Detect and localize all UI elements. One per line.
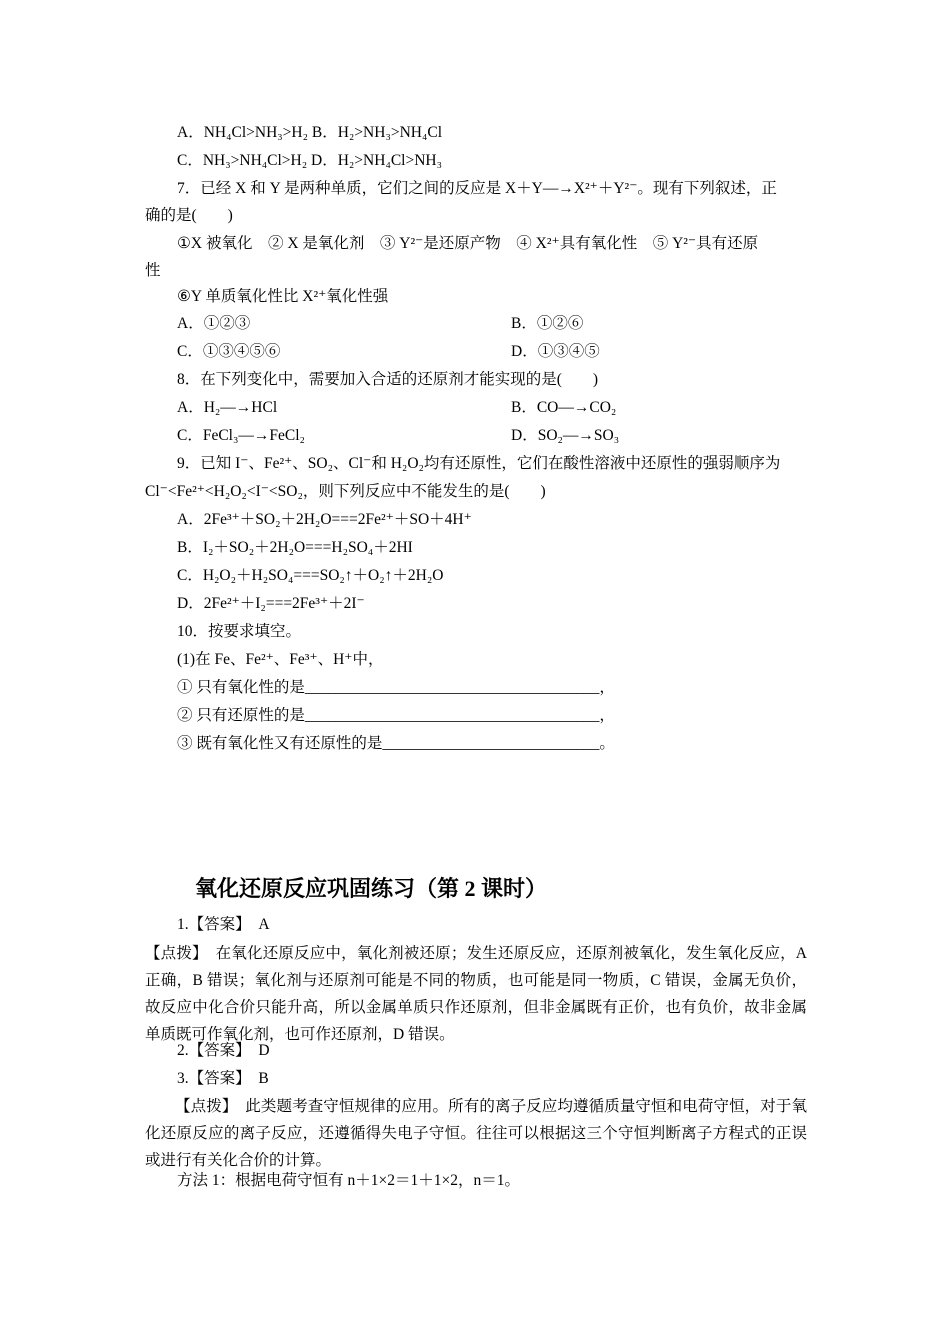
answer-1-hint: 【点拨】 在氧化还原反应中，氧化剂被还原；发生还原反应，还原剂被氧化，发生氧化反应，A 正确，B 错误；氧化剂与还原剂可能是不同的物质，也可能是同一物质，C 错误，金属无负价，故反应中化合价只能升高，所以金属单质只作还原剂，但非金属既有正价，也有负价，故非金属单质既可作氧化剂，也可作还原剂，D 错误。 <box>145 945 807 1043</box>
q9-option-a: A．2Fe³⁺＋SO₂＋2H₂O===2Fe²⁺＋SO＋4H⁺ <box>177 511 472 528</box>
q9-option-c: C．H₂O₂＋H₂SO₄===SO₂↑＋O₂↑＋2H₂O <box>177 567 444 584</box>
q7-items-line2: 性 <box>145 262 161 279</box>
method-1: 方法 1：根据电荷守恒有 n＋1×2＝1＋1×2，n＝1。 <box>177 1172 520 1189</box>
q9-option-d: D．2Fe²⁺＋I₂===2Fe³⁺＋2I⁻ <box>177 595 365 612</box>
answer-1: 1.【答案】 A <box>177 916 270 933</box>
q8-option-c: C．FeCl₃―→FeCl₂ <box>177 427 305 444</box>
q7-option-d: D．①③④⑤ <box>511 343 600 360</box>
q8-option-b: B．CO―→CO₂ <box>511 399 617 416</box>
q7-option-a: A．①②③ <box>177 315 251 332</box>
q6-options-line1: A．NH₄Cl>NH₃>H₂ B．H₂>NH₃>NH₄Cl <box>177 124 443 141</box>
q7-option-b: B．①②⑥ <box>511 315 584 332</box>
q7-stem-line2: 确的是( ) <box>145 207 233 224</box>
q9-option-b: B．I₂＋SO₂＋2H₂O===H₂SO₄＋2HI <box>177 539 413 556</box>
answers-title: 氧化还原反应巩固练习（第 2 课时） <box>195 876 548 901</box>
q6-options-line2: C．NH₃>NH₄Cl>H₂ D．H₂>NH₄Cl>NH₃ <box>177 152 443 169</box>
q7-items-line3: ⑥Y 单质氧化性比 X²⁺氧化性强 <box>177 288 389 305</box>
answer-3-hint: 【点拨】 此类题考查守恒规律的应用。所有的离子反应均遵循质量守恒和电荷守恒，对于氧化还原反应的离子反应，还遵循得失电子守恒。往往可以根据这三个守恒判断离子方程式的正误或进行有关化合价的计算。 <box>145 1098 807 1169</box>
q10-blank1: ① 只有氧化性的是______________________________________， <box>177 679 615 696</box>
q10-stem: 10．按要求填空。 <box>177 623 302 640</box>
q7-items-line1: ①X 被氧化 ② X 是氧化剂 ③ Y²⁻是还原产物 ④ X²⁺具有氧化性 ⑤ Y²⁻具有还原 <box>177 235 759 252</box>
q9-stem-line2: Cl⁻<Fe²⁺<H₂O₂<I⁻<SO₂，则下列反应中不能发生的是( ) <box>145 483 546 500</box>
q10-blank2: ② 只有还原性的是______________________________________， <box>177 707 615 724</box>
q7-option-c: C．①③④⑤⑥ <box>177 343 281 360</box>
q7-stem-line1: 7．已经 X 和 Y 是两种单质，它们之间的反应是 X＋Y―→X²⁺＋Y²⁻。现有下列叙述，正 <box>177 180 777 197</box>
answer-3: 3.【答案】 B <box>177 1070 269 1087</box>
q8-option-d: D．SO₂―→SO₃ <box>511 427 620 444</box>
q9-stem-line1: 9．已知 I⁻、Fe²⁺、SO₂、Cl⁻和 H₂O₂均有还原性，它们在酸性溶液中还原性的强弱顺序为 <box>177 455 781 472</box>
q8-stem: 8．在下列变化中，需要加入合适的还原剂才能实现的是( ) <box>177 371 599 388</box>
q10-part1: (1)在 Fe、Fe²⁺、Fe³⁺、H⁺中， <box>177 651 384 668</box>
q10-blank3: ③ 既有氧化性又有还原性的是____________________________。 <box>177 735 615 752</box>
q8-option-a: A．H₂―→HCl <box>177 399 278 416</box>
answer-2: 2.【答案】 D <box>177 1042 270 1059</box>
